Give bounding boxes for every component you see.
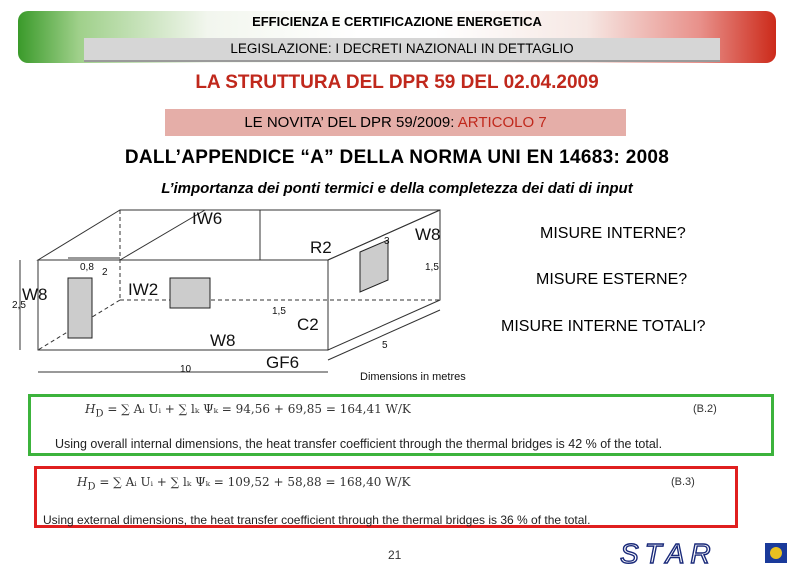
- equation-box-external: [34, 466, 738, 528]
- novita-band: [165, 109, 626, 136]
- equation-text-b3: Using external dimensions, the heat transfer coefficient through the thermal bridges is 36 % of the total.: [43, 513, 591, 527]
- equation-number-b2: (B.2): [693, 403, 717, 415]
- label-gf6: GF6: [266, 353, 300, 372]
- label-w8-top: W8: [415, 225, 441, 244]
- window-front: [170, 278, 210, 308]
- label-dim-25: 2,5: [12, 300, 26, 311]
- section-subheading: L’importanza dei ponti termici e della completezza dei dati di input: [161, 180, 633, 197]
- header-subtitle: LEGISLAZIONE: I DECRETI NAZIONALI IN DETTAGLIO: [84, 38, 720, 62]
- equation-b2: $H_D$ = ∑ Aᵢ Uᵢ + ∑ lₖ Ψₖ = 94,56 + 69,85 = 164,41 W/K: [85, 402, 411, 420]
- equation-number-b3: (B.3): [671, 476, 695, 488]
- label-dim-5: 5: [382, 340, 388, 351]
- window-right: [360, 240, 388, 292]
- novita-prefix: LE NOVITA’ DEL DPR 59/2009:: [244, 114, 458, 131]
- label-dim-15a: 1,5: [272, 306, 286, 317]
- label-c2: C2: [297, 315, 319, 334]
- equation-text-b2: Using overall internal dimensions, the heat transfer coefficient through the thermal bridges is 42 % of the total.: [55, 437, 663, 451]
- label-r2: R2: [310, 238, 332, 257]
- label-w8-left: W8: [22, 285, 48, 304]
- window-left: [68, 278, 92, 338]
- label-dim-2: 2: [102, 267, 108, 278]
- page-number: 21: [388, 548, 402, 562]
- label-dim-15b: 1,5: [425, 262, 439, 273]
- label-iw2: IW2: [128, 280, 159, 299]
- question-internal-total: MISURE INTERNE TOTALI?: [501, 318, 706, 335]
- label-iw6: IW6: [192, 209, 223, 228]
- section-heading: DALL’APPENDICE “A” DELLA NORMA UNI EN 14683: 2008: [124, 147, 670, 168]
- equation-b3: $H_D$ = ∑ Aᵢ Uᵢ + ∑ lₖ Ψₖ = 109,52 + 58,88 = 168,40 W/K: [77, 475, 411, 493]
- star-logo: [620, 540, 790, 566]
- question-external: MISURE ESTERNE?: [536, 271, 688, 288]
- equation-box-internal: [28, 394, 774, 456]
- header-title: EFFICIENZA E CERTIFICAZIONE ENERGETICA: [252, 14, 542, 29]
- header-banner: [18, 11, 776, 63]
- logo-text: STAR: [620, 540, 717, 566]
- label-units: Dimensions in metres: [360, 371, 466, 383]
- label-w8-bottom: W8: [210, 331, 236, 350]
- slide-title: LA STRUTTURA DEL DPR 59 DEL 02.04.2009: [195, 72, 599, 93]
- building-diagram: [10, 200, 480, 388]
- label-dim-08: 0,8: [80, 262, 94, 273]
- novita-accent: ARTICOLO 7: [457, 114, 547, 131]
- label-dim-10: 10: [180, 364, 192, 375]
- question-internal: MISURE INTERNE?: [540, 225, 686, 242]
- label-dim-3: 3: [384, 236, 390, 247]
